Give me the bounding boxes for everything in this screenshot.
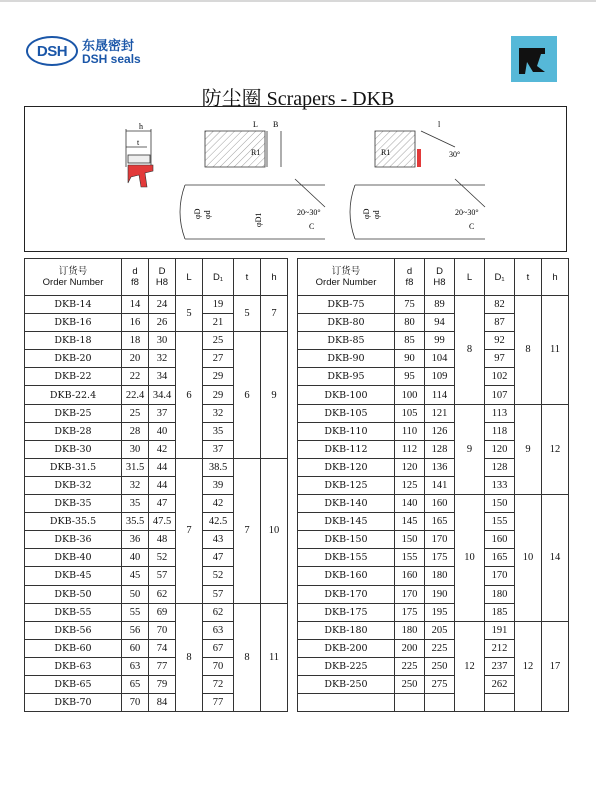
d-cell: 145 [395, 513, 425, 531]
d-cell: 50 [122, 585, 149, 603]
d-cell: 22.4 [122, 386, 149, 404]
D-cell: 77 [149, 657, 176, 675]
L-cell: 6 [176, 332, 203, 459]
D1-cell: 21 [203, 314, 234, 332]
svg-text:φD: φD [362, 208, 371, 219]
D1-cell: 57 [203, 585, 234, 603]
order-number-cell [298, 694, 395, 712]
D1-cell: 67 [203, 639, 234, 657]
D1-cell: 35 [203, 422, 234, 440]
d-cell: 22 [122, 368, 149, 386]
D-cell: 48 [149, 531, 176, 549]
D-cell: 79 [149, 675, 176, 693]
D-cell: 89 [425, 296, 455, 314]
order-number-cell: DKB-35.5 [25, 513, 122, 531]
order-number-cell: DKB-160 [298, 567, 395, 585]
header-d: d f8 [122, 259, 149, 296]
h-cell: 10 [261, 458, 288, 603]
table-row [298, 495, 569, 513]
D-cell: 52 [149, 549, 176, 567]
d-cell: 112 [395, 440, 425, 458]
order-number-cell: DKB-14 [25, 296, 122, 314]
order-number-cell: DKB-85 [298, 332, 395, 350]
h-cell: 17 [542, 621, 569, 711]
D-cell: 42 [149, 440, 176, 458]
header-D1: D₁ [203, 259, 234, 296]
L-cell: 10 [455, 495, 485, 622]
table-header-row [298, 259, 569, 296]
d-cell: 45 [122, 567, 149, 585]
D-cell: 141 [425, 476, 455, 494]
table-row [25, 332, 288, 350]
D-cell: 44 [149, 458, 176, 476]
table-row [298, 296, 569, 314]
D-cell: 190 [425, 585, 455, 603]
order-number-cell: DKB-170 [298, 585, 395, 603]
table-row [298, 621, 569, 639]
order-number-cell: DKB-40 [25, 549, 122, 567]
D1-cell: 180 [485, 585, 515, 603]
d-cell: 180 [395, 621, 425, 639]
svg-text:φd: φd [203, 210, 212, 219]
order-number-cell: DKB-140 [298, 495, 395, 513]
d-cell: 90 [395, 350, 425, 368]
order-number-cell: DKB-145 [298, 513, 395, 531]
D-cell: 104 [425, 350, 455, 368]
svg-text:t: t [137, 138, 140, 147]
D1-cell: 113 [485, 404, 515, 422]
d-cell: 85 [395, 332, 425, 350]
d-cell: 100 [395, 386, 425, 404]
D-cell: 34 [149, 368, 176, 386]
D-cell: 136 [425, 458, 455, 476]
d-cell: 150 [395, 531, 425, 549]
D1-cell: 212 [485, 639, 515, 657]
installation-diagram [24, 106, 567, 252]
D-cell: 34.4 [149, 386, 176, 404]
D-cell: 37 [149, 404, 176, 422]
D-cell: 57 [149, 567, 176, 585]
t-cell: 5 [234, 296, 261, 332]
order-number-cell: DKB-35 [25, 495, 122, 513]
t-cell: 7 [234, 458, 261, 603]
D1-cell: 237 [485, 657, 515, 675]
D-cell: 44 [149, 476, 176, 494]
order-number-cell: DKB-31.5 [25, 458, 122, 476]
d-cell [395, 694, 425, 712]
svg-text:φd: φd [372, 210, 381, 219]
order-number-cell: DKB-110 [298, 422, 395, 440]
d-cell: 70 [122, 694, 149, 712]
d-cell: 140 [395, 495, 425, 513]
d-cell: 14 [122, 296, 149, 314]
order-number-cell: DKB-55 [25, 603, 122, 621]
svg-text:C: C [309, 222, 315, 231]
order-number-cell: DKB-155 [298, 549, 395, 567]
D-cell: 275 [425, 675, 455, 693]
d-cell: 30 [122, 440, 149, 458]
header-h: h [261, 259, 288, 296]
logo-badge: DSH [26, 36, 78, 66]
d-cell: 31.5 [122, 458, 149, 476]
t-cell: 12 [515, 621, 542, 711]
D1-cell: 27 [203, 350, 234, 368]
header-D: D H8 [149, 259, 176, 296]
order-number-cell: DKB-80 [298, 314, 395, 332]
d-cell: 95 [395, 368, 425, 386]
d-cell: 56 [122, 621, 149, 639]
svg-text:R1: R1 [251, 148, 261, 157]
svg-text:20~30°: 20~30° [455, 208, 479, 217]
L-cell: 7 [176, 458, 203, 603]
D-cell: 250 [425, 657, 455, 675]
D-cell: 74 [149, 639, 176, 657]
order-number-cell: DKB-63 [25, 657, 122, 675]
D1-cell: 262 [485, 675, 515, 693]
brand-logo [26, 36, 166, 72]
D1-cell: 42 [203, 495, 234, 513]
D-cell: 32 [149, 350, 176, 368]
header-L: L [176, 259, 203, 296]
order-number-cell: DKB-125 [298, 476, 395, 494]
header-D: D H8 [425, 259, 455, 296]
svg-text:B: B [273, 120, 279, 129]
D1-cell: 19 [203, 296, 234, 314]
t-cell: 9 [515, 404, 542, 494]
order-number-cell: DKB-30 [25, 440, 122, 458]
D1-cell: 38.5 [203, 458, 234, 476]
t-cell: 6 [234, 332, 261, 459]
D1-cell [485, 694, 515, 712]
order-number-cell: DKB-16 [25, 314, 122, 332]
svg-text:C: C [469, 222, 475, 231]
svg-text:20~30°: 20~30° [297, 208, 321, 217]
d-cell: 36 [122, 531, 149, 549]
d-cell: 35.5 [122, 513, 149, 531]
D-cell: 121 [425, 404, 455, 422]
d-cell: 32 [122, 476, 149, 494]
D-cell: 170 [425, 531, 455, 549]
order-number-cell: DKB-120 [298, 458, 395, 476]
D1-cell: 63 [203, 621, 234, 639]
order-number-cell: DKB-180 [298, 621, 395, 639]
order-number-cell: DKB-45 [25, 567, 122, 585]
order-number-cell: DKB-56 [25, 621, 122, 639]
d-cell: 40 [122, 549, 149, 567]
L-cell: 8 [455, 296, 485, 405]
D1-cell: 92 [485, 332, 515, 350]
D-cell: 30 [149, 332, 176, 350]
d-cell: 125 [395, 476, 425, 494]
d-cell: 35 [122, 495, 149, 513]
size-table-right [297, 258, 569, 712]
D1-cell: 120 [485, 440, 515, 458]
D1-cell: 118 [485, 422, 515, 440]
t-cell: 10 [515, 495, 542, 622]
table-row [25, 603, 288, 621]
D1-cell: 185 [485, 603, 515, 621]
D1-cell: 107 [485, 386, 515, 404]
D1-cell: 87 [485, 314, 515, 332]
header-d: d f8 [395, 259, 425, 296]
brand-name-en: DSH seals [82, 52, 141, 66]
d-cell: 80 [395, 314, 425, 332]
order-number-cell: DKB-175 [298, 603, 395, 621]
L-cell: 8 [176, 603, 203, 712]
brand-name-cn: 东晟密封 [82, 39, 135, 54]
D-cell: 160 [425, 495, 455, 513]
h-cell: 11 [261, 603, 288, 712]
d-cell: 28 [122, 422, 149, 440]
d-cell: 16 [122, 314, 149, 332]
D1-cell: 155 [485, 513, 515, 531]
order-number-cell: DKB-95 [298, 368, 395, 386]
order-number-cell: DKB-28 [25, 422, 122, 440]
order-number-cell: DKB-32 [25, 476, 122, 494]
D-cell: 114 [425, 386, 455, 404]
d-cell: 60 [122, 639, 149, 657]
d-cell: 200 [395, 639, 425, 657]
D1-cell: 133 [485, 476, 515, 494]
d-cell: 18 [122, 332, 149, 350]
order-number-cell: DKB-18 [25, 332, 122, 350]
D1-cell: 62 [203, 603, 234, 621]
order-number-cell: DKB-25 [25, 404, 122, 422]
D-cell: 205 [425, 621, 455, 639]
D-cell [425, 694, 455, 712]
D-cell: 47 [149, 495, 176, 513]
order-number-cell: DKB-22 [25, 368, 122, 386]
size-table-left [24, 258, 288, 712]
D1-cell: 97 [485, 350, 515, 368]
svg-text:30°: 30° [449, 150, 461, 159]
D1-cell: 72 [203, 675, 234, 693]
order-number-cell: DKB-36 [25, 531, 122, 549]
d-cell: 120 [395, 458, 425, 476]
L-cell: 9 [455, 404, 485, 494]
order-number-cell: DKB-70 [25, 694, 122, 712]
D1-cell: 77 [203, 694, 234, 712]
D-cell: 26 [149, 314, 176, 332]
order-number-cell: DKB-250 [298, 675, 395, 693]
D1-cell: 43 [203, 531, 234, 549]
order-number-cell: DKB-75 [298, 296, 395, 314]
h-cell: 12 [542, 404, 569, 494]
svg-text:φD: φD [193, 208, 202, 219]
order-number-cell: DKB-65 [25, 675, 122, 693]
D-cell: 180 [425, 567, 455, 585]
table-row [25, 458, 288, 476]
svg-text:L: L [253, 120, 258, 129]
label-h: h [139, 122, 143, 131]
D1-cell: 29 [203, 386, 234, 404]
seal-section [126, 129, 151, 167]
D1-cell: 170 [485, 567, 515, 585]
D-cell: 40 [149, 422, 176, 440]
top-rule [0, 0, 596, 2]
D1-cell: 128 [485, 458, 515, 476]
D-cell: 126 [425, 422, 455, 440]
d-cell: 65 [122, 675, 149, 693]
D1-cell: 39 [203, 476, 234, 494]
header-t: t [234, 259, 261, 296]
order-number-cell: DKB-60 [25, 639, 122, 657]
D-cell: 70 [149, 621, 176, 639]
D-cell: 47.5 [149, 513, 176, 531]
D-cell: 84 [149, 694, 176, 712]
D1-cell: 42.5 [203, 513, 234, 531]
D-cell: 165 [425, 513, 455, 531]
h-cell: 7 [261, 296, 288, 332]
D-cell: 62 [149, 585, 176, 603]
order-number-cell: DKB-225 [298, 657, 395, 675]
header-order-number: 订货号 Order Number [298, 259, 395, 296]
d-cell: 25 [122, 404, 149, 422]
D1-cell: 25 [203, 332, 234, 350]
seal-profile-icon [511, 36, 557, 82]
D1-cell: 29 [203, 368, 234, 386]
svg-text:φD1: φD1 [254, 212, 263, 227]
L-cell: 5 [176, 296, 203, 332]
d-cell: 63 [122, 657, 149, 675]
D1-cell: 70 [203, 657, 234, 675]
D-cell: 195 [425, 603, 455, 621]
order-number-cell: DKB-50 [25, 585, 122, 603]
header-order-number: 订货号 Order Number [25, 259, 122, 296]
order-number-cell: DKB-150 [298, 531, 395, 549]
D-cell: 69 [149, 603, 176, 621]
h-cell: 9 [261, 332, 288, 459]
D1-cell: 52 [203, 567, 234, 585]
D-cell: 99 [425, 332, 455, 350]
D-cell: 175 [425, 549, 455, 567]
D1-cell: 150 [485, 495, 515, 513]
d-cell: 55 [122, 603, 149, 621]
order-number-cell: DKB-100 [298, 386, 395, 404]
D-cell: 128 [425, 440, 455, 458]
svg-text:R1: R1 [381, 148, 391, 157]
d-cell: 155 [395, 549, 425, 567]
t-cell: 8 [234, 603, 261, 712]
order-number-cell: DKB-105 [298, 404, 395, 422]
page-title: 防尘圈 Scrapers - DKB [201, 88, 395, 110]
header-L: L [455, 259, 485, 296]
D1-cell: 191 [485, 621, 515, 639]
order-number-cell: DKB-200 [298, 639, 395, 657]
d-cell: 105 [395, 404, 425, 422]
table-row [298, 404, 569, 422]
t-cell: 8 [515, 296, 542, 405]
d-cell: 20 [122, 350, 149, 368]
d-cell: 160 [395, 567, 425, 585]
D-cell: 24 [149, 296, 176, 314]
D-cell: 225 [425, 639, 455, 657]
d-cell: 75 [395, 296, 425, 314]
D1-cell: 47 [203, 549, 234, 567]
D1-cell: 102 [485, 368, 515, 386]
D1-cell: 165 [485, 549, 515, 567]
order-number-cell: DKB-22.4 [25, 386, 122, 404]
D1-cell: 37 [203, 440, 234, 458]
order-number-cell: DKB-20 [25, 350, 122, 368]
d-cell: 110 [395, 422, 425, 440]
h-cell: 11 [542, 296, 569, 405]
D1-cell: 82 [485, 296, 515, 314]
d-cell: 175 [395, 603, 425, 621]
D1-cell: 32 [203, 404, 234, 422]
D1-cell: 160 [485, 531, 515, 549]
header-D1: D₁ [485, 259, 515, 296]
svg-text:l: l [438, 120, 441, 129]
order-number-cell: DKB-112 [298, 440, 395, 458]
header-h: h [542, 259, 569, 296]
table-header-row [25, 259, 288, 296]
table-row [25, 296, 288, 314]
D-cell: 109 [425, 368, 455, 386]
D-cell: 94 [425, 314, 455, 332]
header-t: t [515, 259, 542, 296]
L-cell: 12 [455, 621, 485, 711]
h-cell: 14 [542, 495, 569, 622]
order-number-cell: DKB-90 [298, 350, 395, 368]
d-cell: 170 [395, 585, 425, 603]
d-cell: 225 [395, 657, 425, 675]
d-cell: 250 [395, 675, 425, 693]
